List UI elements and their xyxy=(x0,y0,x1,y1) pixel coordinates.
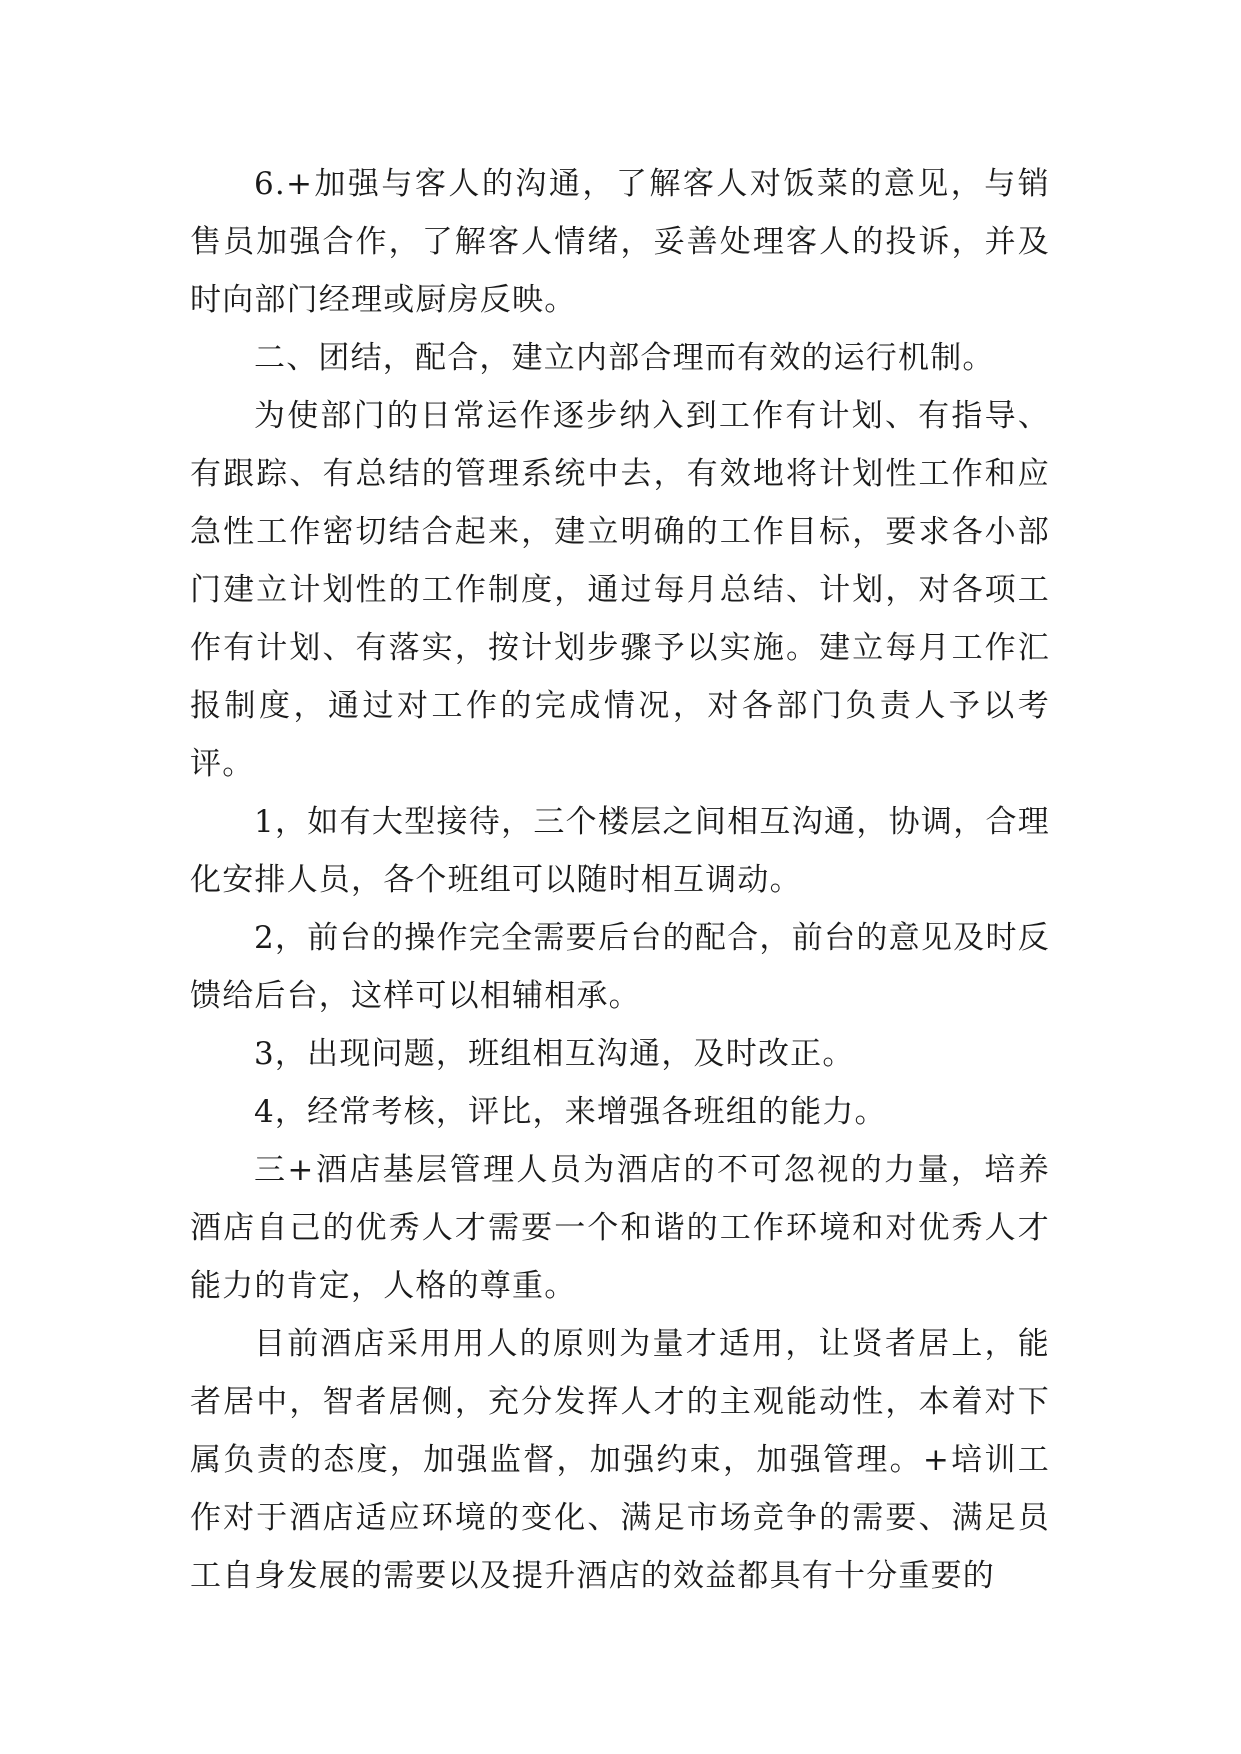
list-item-3: 3，出现问题，班组相互沟通，及时改正。 xyxy=(254,1036,855,1072)
paragraph-talent-principle: 目前酒店采用用人的原则为量才适用，让贤者居上，能者居中，智者居侧，充分发挥人才的主观能动性，本着对下属负责的态度，加强监督，加强约束，加强管理。+培训工作对于酒店适应环境的变化、满足市场竞争的需要、满足员工自身发展的需要以及提升酒店的效益都具有十分重要的 xyxy=(190,1326,1050,1594)
paragraph-management-system: 为使部门的日常运作逐步纳入到工作有计划、有指导、有跟踪、有总结的管理系统中去，有效地将计划性工作和应急性工作密切结合起来，建立明确的工作目标，要求各小部门建立计划性的工作制度，通过每月总结、计划，对各项工作有计划、有落实，按计划步骤予以实施。建立每月工作汇报制度，通过对工作的完成情况，对各部门负责人予以考评。 xyxy=(190,398,1050,782)
document-body xyxy=(190,155,1050,1605)
heading-section-two: 二、团结，配合，建立内部合理而有效的运行机制。 xyxy=(254,340,995,376)
paragraph-communication: 6.+加强与客人的沟通，了解客人对饭菜的意见，与销售员加强合作，了解客人情绪，妥善处理客人的投诉，并及时向部门经理或厨房反映。 xyxy=(190,166,1050,318)
list-item-2: 2，前台的操作完全需要后台的配合，前台的意见及时反馈给后台，这样可以相辅相承。 xyxy=(190,920,1050,1014)
heading-section-three: 三+酒店基层管理人员为酒店的不可忽视的力量，培养酒店自己的优秀人才需要一个和谐的工作环境和对优秀人才能力的肯定，人格的尊重。 xyxy=(190,1152,1050,1304)
list-item-4: 4，经常考核，评比，来增强各班组的能力。 xyxy=(254,1094,887,1130)
list-item-1: 1，如有大型接待，三个楼层之间相互沟通，协调，合理化安排人员，各个班组可以随时相互调动。 xyxy=(190,804,1050,898)
